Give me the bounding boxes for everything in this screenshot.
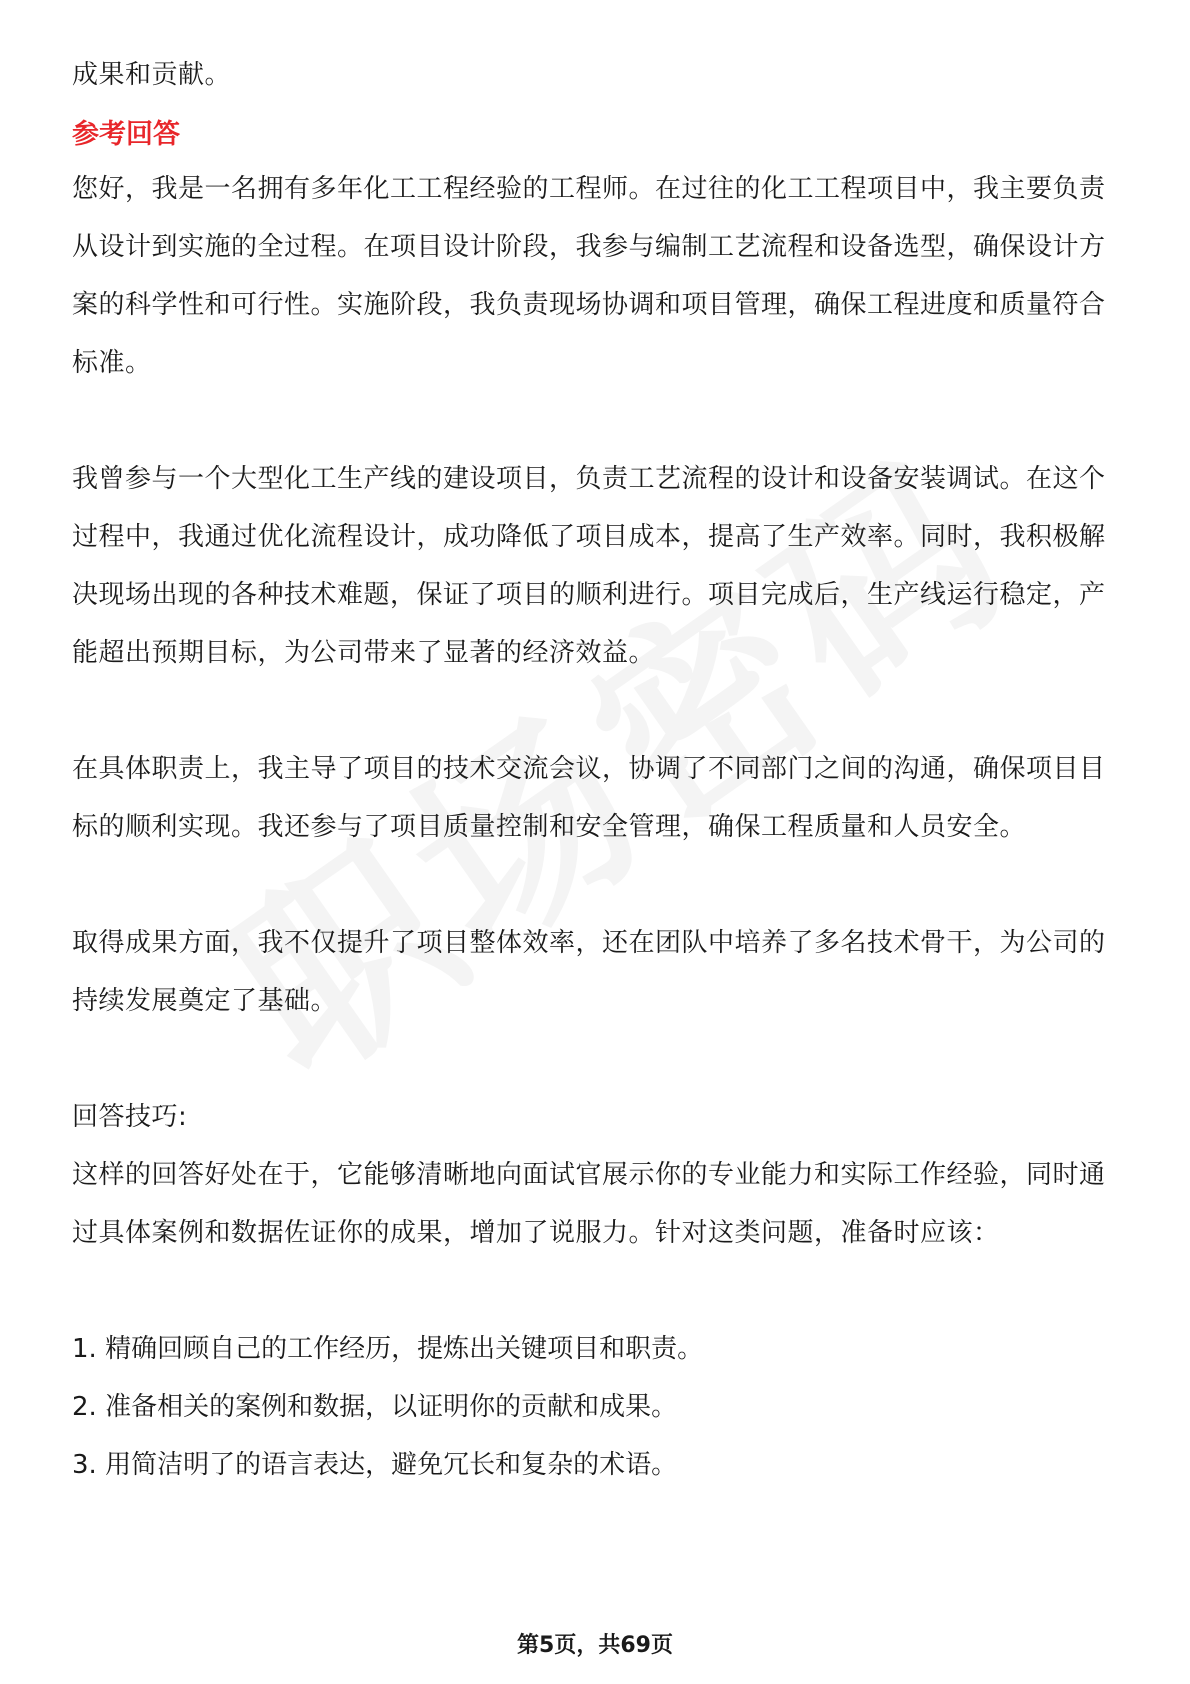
answer-paragraph-2: 我曾参与一个大型化工生产线的建设项目，负责工艺流程的设计和设备安装调试。在这个过程中，我通过优化流程设计，成功降低了项目成本，提高了生产效率。同时，我积极解决现场出现的各种技术难题，保证了项目的顺利进行。项目完成后，生产线运行稳定，产能超出预期目标，为公司带来了显著的经济效益。	[72, 464, 1106, 668]
tips-heading: 回答技巧:	[72, 1102, 188, 1132]
answer-paragraph-4: 取得成果方面，我不仅提升了项目整体效率，还在团队中培养了多名技术骨干，为公司的持续发展奠定了基础。	[72, 928, 1106, 1016]
answer-heading: 参考回答	[72, 119, 180, 150]
tips-list-item-1: 1. 精确回顾自己的工作经历，提炼出关键项目和职责。	[72, 1334, 704, 1364]
tips-list-item-2: 2. 准备相关的案例和数据，以证明你的贡献和成果。	[72, 1392, 678, 1422]
answer-paragraph-3: 在具体职责上，我主导了项目的技术交流会议，协调了不同部门之间的沟通，确保项目目标的顺利实现。我还参与了项目质量控制和安全管理，确保工程质量和人员安全。	[72, 754, 1106, 842]
tips-list-item-3: 3. 用简洁明了的语言表达，避免冗长和复杂的术语。	[72, 1450, 678, 1480]
intro-tail: 成果和贡献。	[72, 60, 232, 90]
tips-paragraph: 这样的回答好处在于，它能够清晰地向面试官展示你的专业能力和实际工作经验，同时通过具体案例和数据佐证你的成果，增加了说服力。针对这类问题，准备时应该：	[72, 1160, 1106, 1248]
document-body	[72, 46, 1122, 1494]
page-footer: 第5页，共69页	[517, 1633, 673, 1658]
answer-paragraph-1: 您好，我是一名拥有多年化工工程经验的工程师。在过往的化工工程项目中，我主要负责从设计到实施的全过程。在项目设计阶段，我参与编制工艺流程和设备选型，确保设计方案的科学性和可行性。实施阶段，我负责现场协调和项目管理，确保工程进度和质量符合标准。	[72, 174, 1106, 378]
